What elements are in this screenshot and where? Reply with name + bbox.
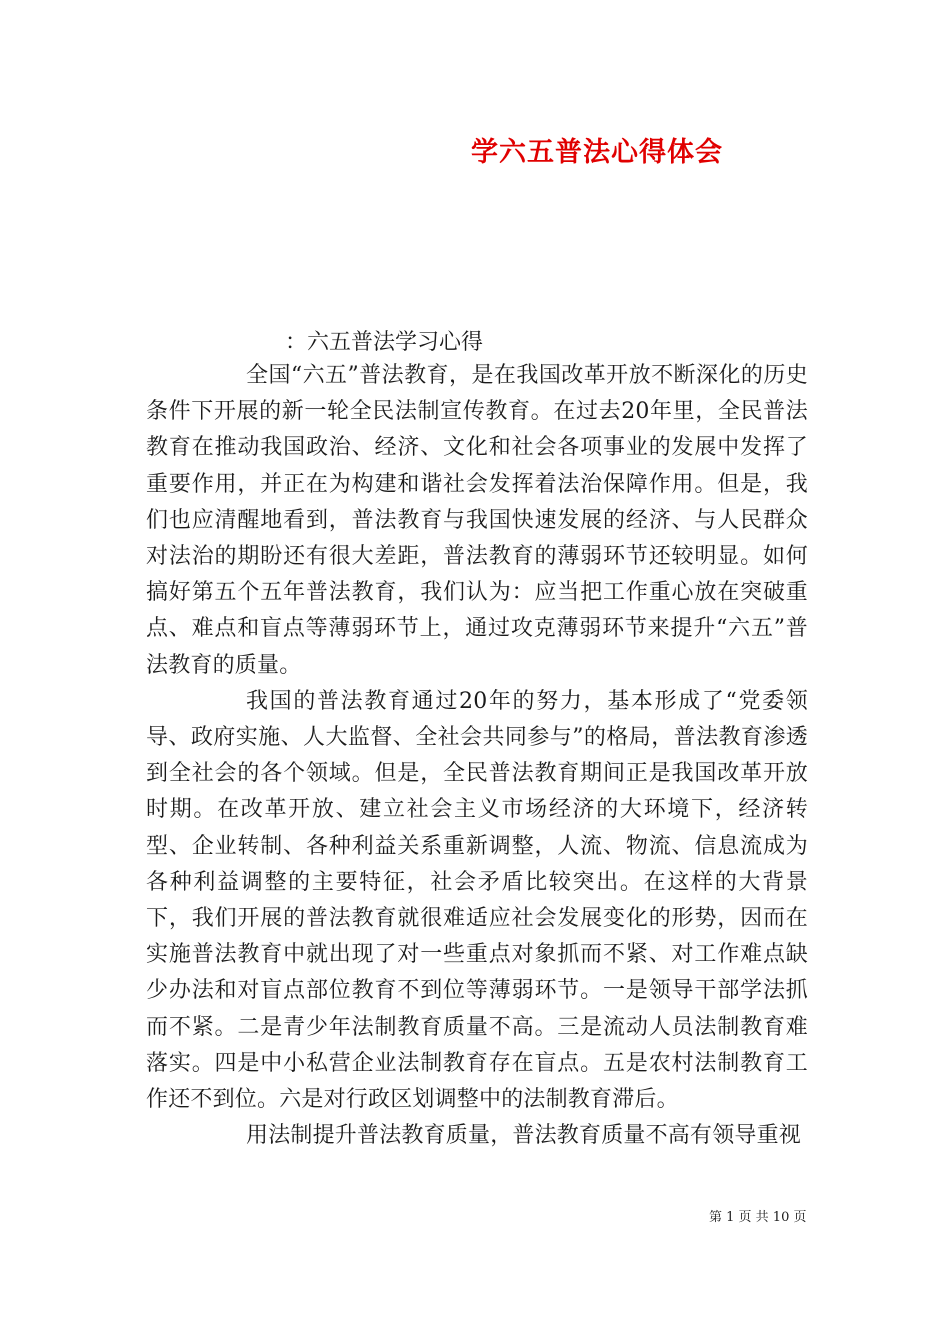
document-subtitle: ：六五普法学习心得	[285, 330, 484, 355]
page-footer: 第 1 页 共 10 页	[709, 1210, 807, 1225]
body-paragraph-3: 用法制提升普法教育质量，普法教育质量不高有领导重视	[246, 1123, 802, 1149]
document-body	[146, 358, 808, 1154]
body-paragraph-1: 全国“六五”普法教育，是在我国改革开放不断深化的历史条件下开展的新一轮全民法制宣传教育。在过去20年里，全民普法教育在推动我国政治、经济、文化和社会各项事业的发展中发挥了重要作用，并正在为构建和谐社会发挥着法治保障作用。但是，我们也应清醒地看到，普法教育与我国快速发展的经济、与人民群众对法治的期盼还有很大差距，普法教育的薄弱环节还较明显。如何搞好第五个五年普法教育，我们认为：应当把工作重心放在突破重点、难点和盲点等薄弱环节上，通过攻克薄弱环节来提升“六五”普法教育的质量。	[146, 363, 808, 678]
body-paragraph-2: 我国的普法教育通过20年的努力，基本形成了“党委领导、政府实施、人大监督、全社会共同参与”的格局，普法教育渗透到全社会的各个领域。但是，全民普法教育期间正是我国改革开放时期。在改革开放、建立社会主义市场经济的大环境下，经济转型、企业转制、各种利益关系重新调整，人流、物流、信息流成为各种利益调整的主要特征，社会矛盾比较突出。在这样的大背景下，我们开展的普法教育就很难适应社会发展变化的形势，因而在实施普法教育中就出现了对一些重点对象抓而不紧、对工作难点缺少办法和对盲点部位教育不到位等薄弱环节。一是领导干部学法抓而不紧。二是青少年法制教育质量不高。三是流动人员法制教育难落实。四是中小私营企业法制教育存在盲点。五是农村法制教育工作还不到位。六是对行政区划调整中的法制教育滞后。	[146, 688, 808, 1113]
document-title: 学六五普法心得体会	[471, 137, 723, 168]
